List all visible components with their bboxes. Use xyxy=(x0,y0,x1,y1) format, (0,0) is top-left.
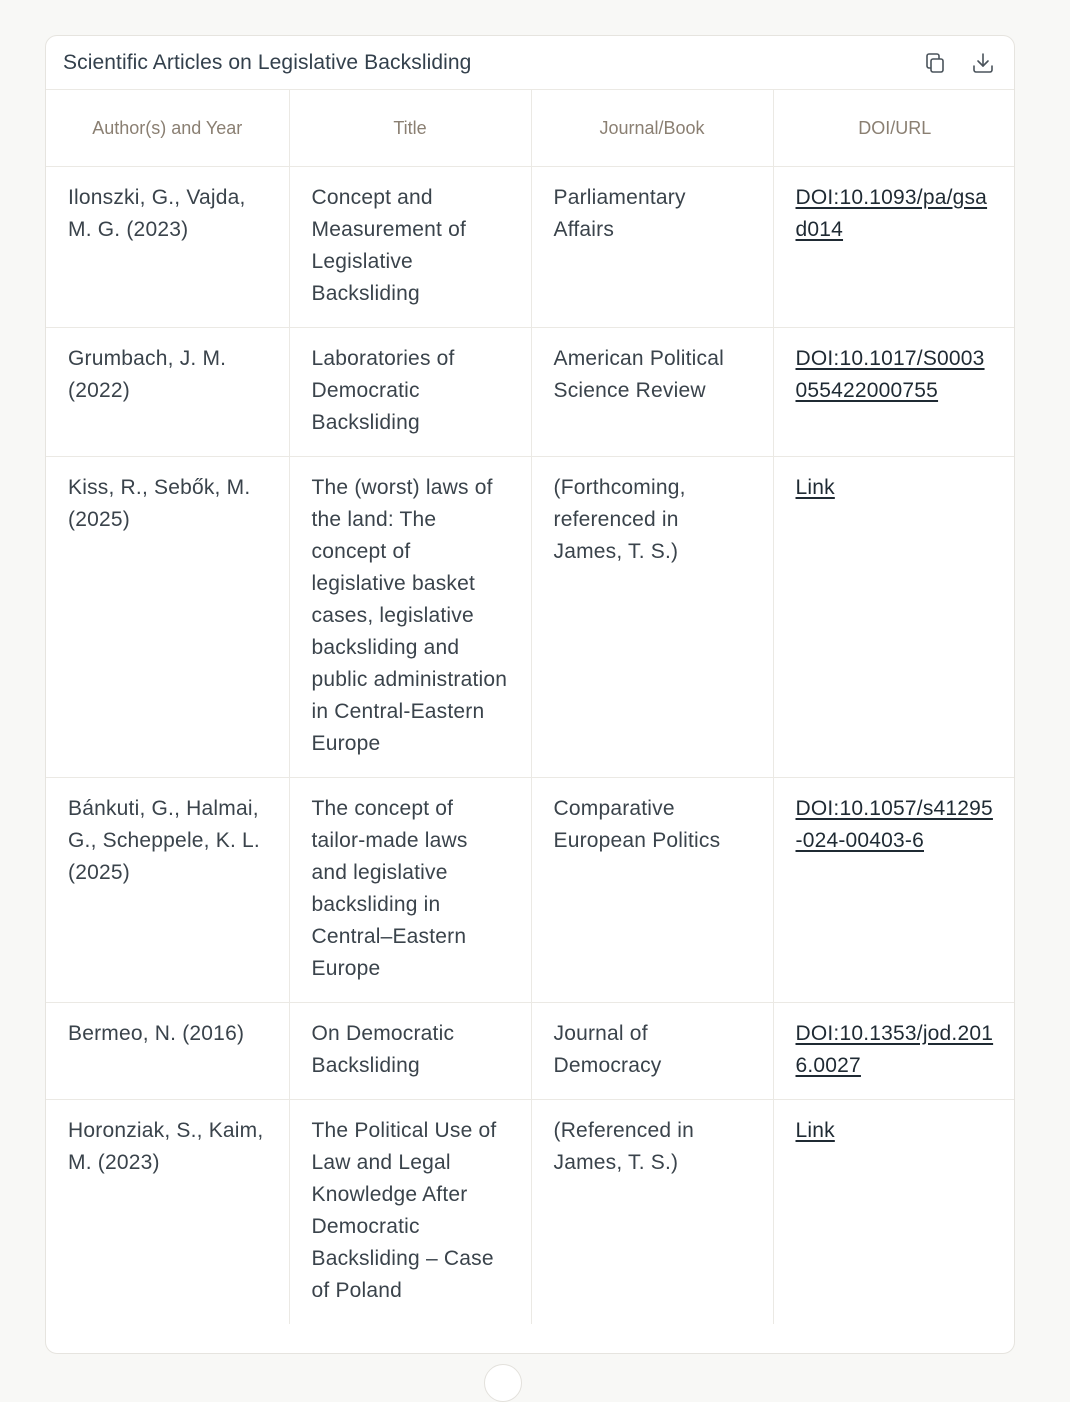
copy-icon xyxy=(923,51,947,75)
cell-journal: Journal of Democracy xyxy=(531,1002,773,1099)
table-row xyxy=(46,456,1015,777)
doi-link[interactable]: DOI:10.1017/S0003055422000755 xyxy=(795,346,985,402)
column-header-authors: Author(s) and Year xyxy=(46,90,289,166)
cell-authors: Bermeo, N. (2016) xyxy=(46,1002,289,1099)
column-header-title: Title xyxy=(289,90,531,166)
table-row xyxy=(46,166,1015,327)
cell-authors: Ilonszki, G., Vajda, M. G. (2023) xyxy=(46,166,289,327)
table-row xyxy=(46,1099,1015,1324)
cell-title: On Democratic Backsliding xyxy=(289,1002,531,1099)
cell-link xyxy=(773,166,1015,327)
column-header-journal: Journal/Book xyxy=(531,90,773,166)
doi-link[interactable]: Link xyxy=(795,1118,835,1142)
cell-journal: Comparative European Politics xyxy=(531,777,773,1002)
table-row xyxy=(46,1002,1015,1099)
cell-link xyxy=(773,1002,1015,1099)
column-header-doi: DOI/URL xyxy=(773,90,1015,166)
cell-title: The Political Use of Law and Legal Knowledge After Democratic Backsliding – Case of Poland xyxy=(289,1099,531,1324)
table-title: Scientific Articles on Legislative Backsliding xyxy=(63,50,472,74)
download-button[interactable] xyxy=(968,48,998,78)
header-actions xyxy=(920,48,998,78)
cell-link xyxy=(773,777,1015,1002)
cell-authors: Grumbach, J. M. (2022) xyxy=(46,327,289,456)
cell-title: Laboratories of Democratic Backsliding xyxy=(289,327,531,456)
cell-link xyxy=(773,1099,1015,1324)
cell-journal: (Referenced in James, T. S.) xyxy=(531,1099,773,1324)
table-row xyxy=(46,327,1015,456)
doi-link[interactable]: DOI:10.1057/s41295-024-00403-6 xyxy=(795,796,993,852)
card-header xyxy=(46,36,1014,90)
table-row xyxy=(46,777,1015,1002)
doi-link[interactable]: DOI:10.1093/pa/gsad014 xyxy=(795,185,988,241)
copy-button[interactable] xyxy=(920,48,950,78)
cell-title: Concept and Measurement of Legislative Backsliding xyxy=(289,166,531,327)
scroll-down-button[interactable] xyxy=(484,1364,522,1402)
cell-authors: Bánkuti, G., Halmai, G., Scheppele, K. L. (2025) xyxy=(46,777,289,1002)
articles-table xyxy=(46,90,1015,1324)
cell-journal: Parliamentary Affairs xyxy=(531,166,773,327)
table-header-row xyxy=(46,90,1015,166)
cell-title: The (worst) laws of the land: The concept of legislative basket cases, legislative backsliding and public administration in Central-Eastern Europe xyxy=(289,456,531,777)
cell-title: The concept of tailor-made laws and legislative backsliding in Central–Eastern Europe xyxy=(289,777,531,1002)
cell-journal: (Forthcoming, referenced in James, T. S.) xyxy=(531,456,773,777)
cell-authors: Horonziak, S., Kaim, M. (2023) xyxy=(46,1099,289,1324)
download-icon xyxy=(971,51,995,75)
cell-journal: American Political Science Review xyxy=(531,327,773,456)
cell-authors: Kiss, R., Sebők, M. (2025) xyxy=(46,456,289,777)
doi-link[interactable]: Link xyxy=(795,475,835,499)
cell-link xyxy=(773,456,1015,777)
cell-link xyxy=(773,327,1015,456)
doi-link[interactable]: DOI:10.1353/jod.2016.0027 xyxy=(795,1021,994,1077)
table-card xyxy=(45,35,1015,1354)
